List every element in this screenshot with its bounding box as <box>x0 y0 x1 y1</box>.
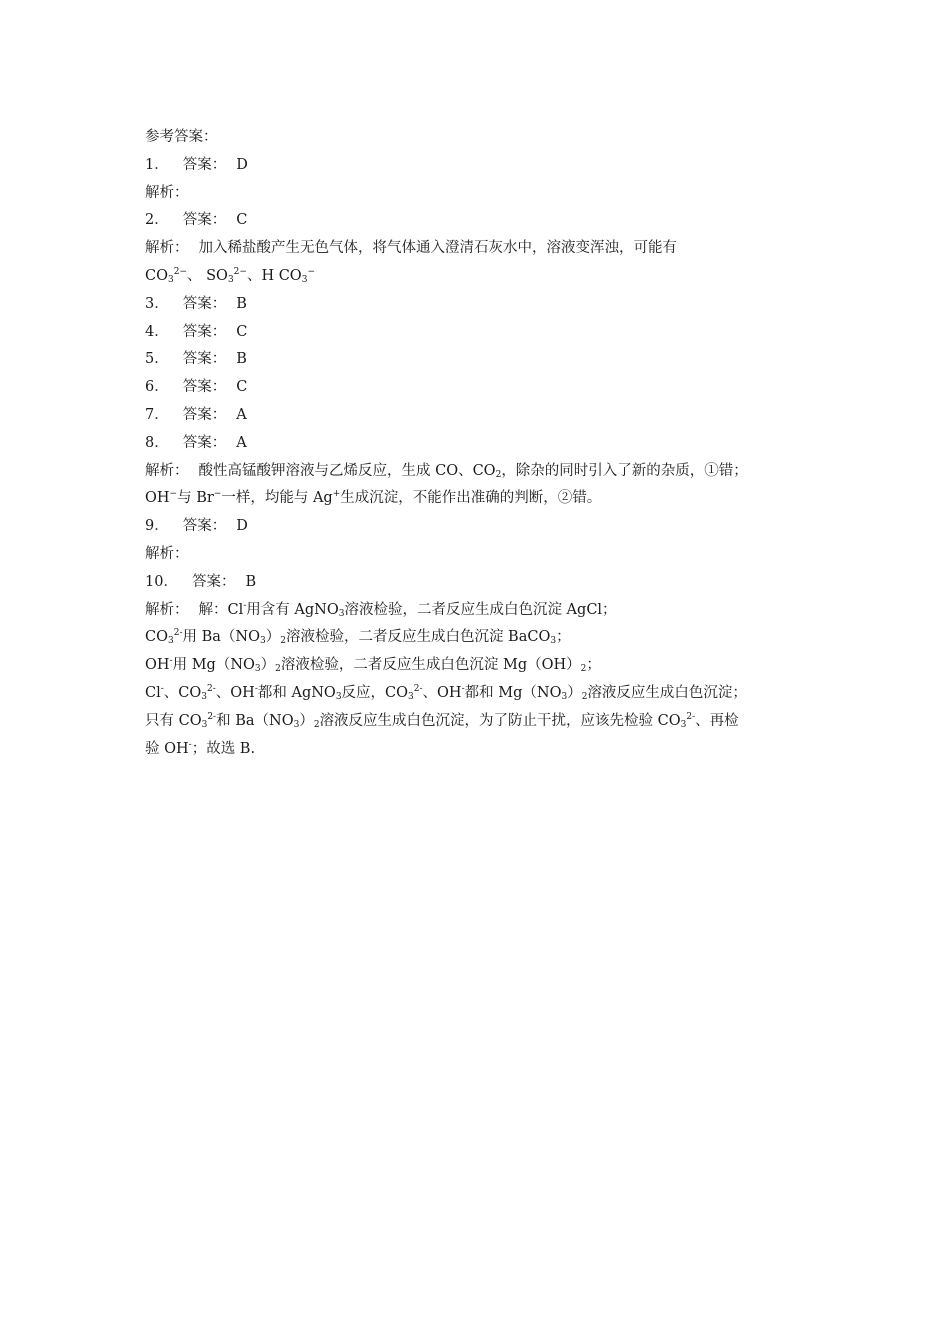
analysis-text: ） <box>265 629 281 646</box>
analysis-text: ） <box>567 684 582 701</box>
analysis-row-2 <box>145 235 825 263</box>
subscript: 2 <box>580 664 587 675</box>
superscript: - <box>461 683 465 694</box>
analysis-text: 、OH <box>422 684 462 701</box>
answer-row-5 <box>145 346 825 374</box>
superscript: - <box>160 683 164 694</box>
analysis-text: 和 Ba（NO <box>216 712 294 729</box>
subscript: 2 <box>313 719 320 730</box>
answer-row-6 <box>145 374 825 402</box>
superscript: - <box>243 600 247 611</box>
superscript: 2- <box>173 628 183 639</box>
question-number: 6． <box>145 379 169 396</box>
answer-value: B <box>236 295 247 312</box>
subscript: 2 <box>581 691 588 702</box>
analysis-text: ） <box>260 657 276 674</box>
analysis-text: OH <box>145 490 170 507</box>
subscript: 3 <box>259 636 266 647</box>
answer-label: 答案： <box>182 406 227 423</box>
analysis-text: 生成沉淀，不能作出准确的判断，②错。 <box>340 490 602 507</box>
answer-row-2 <box>145 207 825 235</box>
analysis-text: 加入稀盐酸产生无色气体，将气体通入澄清石灰水中，溶液变浑浊，可能有 <box>198 240 677 257</box>
subscript: 2 <box>495 469 502 480</box>
answer-value: B <box>236 351 247 368</box>
superscript: 2- <box>207 683 216 694</box>
answer-row-9 <box>145 513 825 541</box>
answer-label: 答案： <box>182 518 227 535</box>
answer-sheet <box>145 124 825 763</box>
page-title: 参考答案： <box>145 129 218 145</box>
subscript: 3 <box>227 274 234 285</box>
superscript: 2- <box>413 683 423 694</box>
question-number: 7． <box>145 406 169 423</box>
subscript: 3 <box>680 719 687 730</box>
analysis-row-10-line3 <box>145 652 825 680</box>
analysis-row-8 <box>145 458 825 486</box>
analysis-text: OH <box>145 657 170 674</box>
answer-label: 答案： <box>182 156 227 173</box>
superscript: + <box>332 489 341 500</box>
answer-value: A <box>236 406 247 423</box>
subscript: 3 <box>254 664 261 675</box>
subscript: 3 <box>167 274 174 285</box>
analysis-text: ；故选 B. <box>191 740 256 757</box>
answer-value: C <box>236 323 248 340</box>
answer-value: D <box>236 156 248 173</box>
analysis-text: ，除杂的同时引入了新的杂质，①错； <box>501 462 748 479</box>
analysis-text: CO <box>145 629 168 646</box>
answer-row-7 <box>145 402 825 430</box>
answer-value: D <box>236 518 248 535</box>
subscript: 3 <box>561 691 568 702</box>
answer-value: C <box>236 212 248 229</box>
superscript: - <box>254 683 258 694</box>
analysis-text: 反应，CO <box>341 684 409 701</box>
analysis-text: 溶液检验，二者反应生成白色沉淀 BaCO <box>285 629 551 646</box>
analysis-text: ； <box>586 657 601 674</box>
answer-label: 答案： <box>182 212 227 229</box>
analysis-text: 溶液反应生成白色沉淀，为了防止干扰，应该先检验 CO <box>319 712 681 729</box>
subscript: 3 <box>167 636 174 647</box>
analysis-text: 与 Br <box>177 490 214 507</box>
analysis-label: 解析： <box>145 545 189 562</box>
answer-label: 答案： <box>182 351 227 368</box>
superscript: - <box>169 656 173 667</box>
analysis-text: 酸性高锰酸钾溶液与乙烯反应，生成 CO、CO <box>198 462 496 479</box>
analysis-row-1 <box>145 180 825 208</box>
answer-row-10 <box>145 569 825 597</box>
answer-label: 答案： <box>182 295 227 312</box>
superscript: − <box>307 266 315 277</box>
superscript: 2- <box>207 711 217 722</box>
analysis-row-10-line5 <box>145 708 825 736</box>
analysis-row-10-line2 <box>145 624 825 652</box>
analysis-label: 解析： <box>145 462 189 479</box>
subscript: 3 <box>335 691 342 702</box>
analysis-text: 一样，均能与 Ag <box>221 490 333 507</box>
analysis-text: 都和 Mg（NO <box>464 684 562 701</box>
question-number: 1． <box>145 156 169 173</box>
question-number: 2． <box>145 212 169 229</box>
question-number: 4． <box>145 323 169 340</box>
analysis-text: 、CO <box>163 684 202 701</box>
analysis-text: 用 Mg（NO <box>172 657 255 674</box>
subscript: 3 <box>293 719 300 730</box>
superscript: 2− <box>233 266 247 277</box>
analysis-row-9 <box>145 541 825 569</box>
answer-label: 答案： <box>182 379 227 396</box>
superscript: 2- <box>686 711 696 722</box>
subscript: 3 <box>408 691 414 702</box>
subscript: 2 <box>280 636 286 647</box>
analysis-text: 只有 CO <box>145 712 202 729</box>
formula-text: 、H CO <box>246 267 302 284</box>
analysis-text: 溶液反应生成白色沉淀； <box>587 684 747 701</box>
subscript: 3 <box>301 274 308 285</box>
analysis-label: 解析： <box>145 184 189 201</box>
analysis-label: 解析： <box>145 240 189 257</box>
question-number: 3． <box>145 295 169 312</box>
subscript: 3 <box>201 719 208 730</box>
analysis-text: 验 OH <box>145 740 189 757</box>
analysis-row-10-line6 <box>145 736 825 764</box>
superscript: - <box>188 739 192 750</box>
subscript: 2 <box>275 664 281 675</box>
analysis-row-2-cont <box>145 263 825 291</box>
analysis-row-10-line4 <box>145 680 825 708</box>
answer-value: C <box>236 379 248 396</box>
analysis-text: 溶液检验，二者反应生成白色沉淀 Mg（OH） <box>280 657 581 674</box>
subscript: 3 <box>550 636 557 647</box>
superscript: − <box>169 489 178 500</box>
answer-value: A <box>236 434 247 451</box>
answer-row-1 <box>145 152 825 180</box>
formula-text: 、 SO <box>187 267 228 284</box>
question-number: 8． <box>145 434 169 451</box>
answer-value: B <box>245 573 257 590</box>
analysis-text: 用含有 AgNO <box>246 601 339 618</box>
question-number: 10． <box>145 573 178 590</box>
analysis-text: 、OH <box>215 684 255 701</box>
answer-row-8 <box>145 430 825 458</box>
analysis-text: ） <box>299 712 314 729</box>
answer-label: 答案： <box>191 573 236 590</box>
superscript: − <box>213 489 222 500</box>
analysis-label: 解析： <box>145 601 189 618</box>
question-number: 9． <box>145 518 169 535</box>
superscript: 2− <box>173 266 187 277</box>
analysis-text: 用 Ba（NO <box>182 629 260 646</box>
analysis-text: 、再检 <box>695 712 739 729</box>
analysis-text: 解：Cl <box>198 601 244 618</box>
answer-row-4 <box>145 319 825 347</box>
analysis-text: ； <box>556 629 571 646</box>
analysis-text: 都和 AgNO <box>257 684 336 701</box>
answer-row-3 <box>145 291 825 319</box>
analysis-text: Cl <box>145 684 161 701</box>
answer-label: 答案： <box>182 434 227 451</box>
formula-text: CO <box>145 267 168 284</box>
subscript: 3 <box>338 608 345 619</box>
analysis-row-10 <box>145 597 825 625</box>
analysis-text: 溶液检验，二者反应生成白色沉淀 AgCl； <box>344 601 617 618</box>
answer-label: 答案： <box>182 323 227 340</box>
analysis-row-8-cont <box>145 485 825 513</box>
subscript: 3 <box>201 691 207 702</box>
question-number: 5． <box>145 351 169 368</box>
